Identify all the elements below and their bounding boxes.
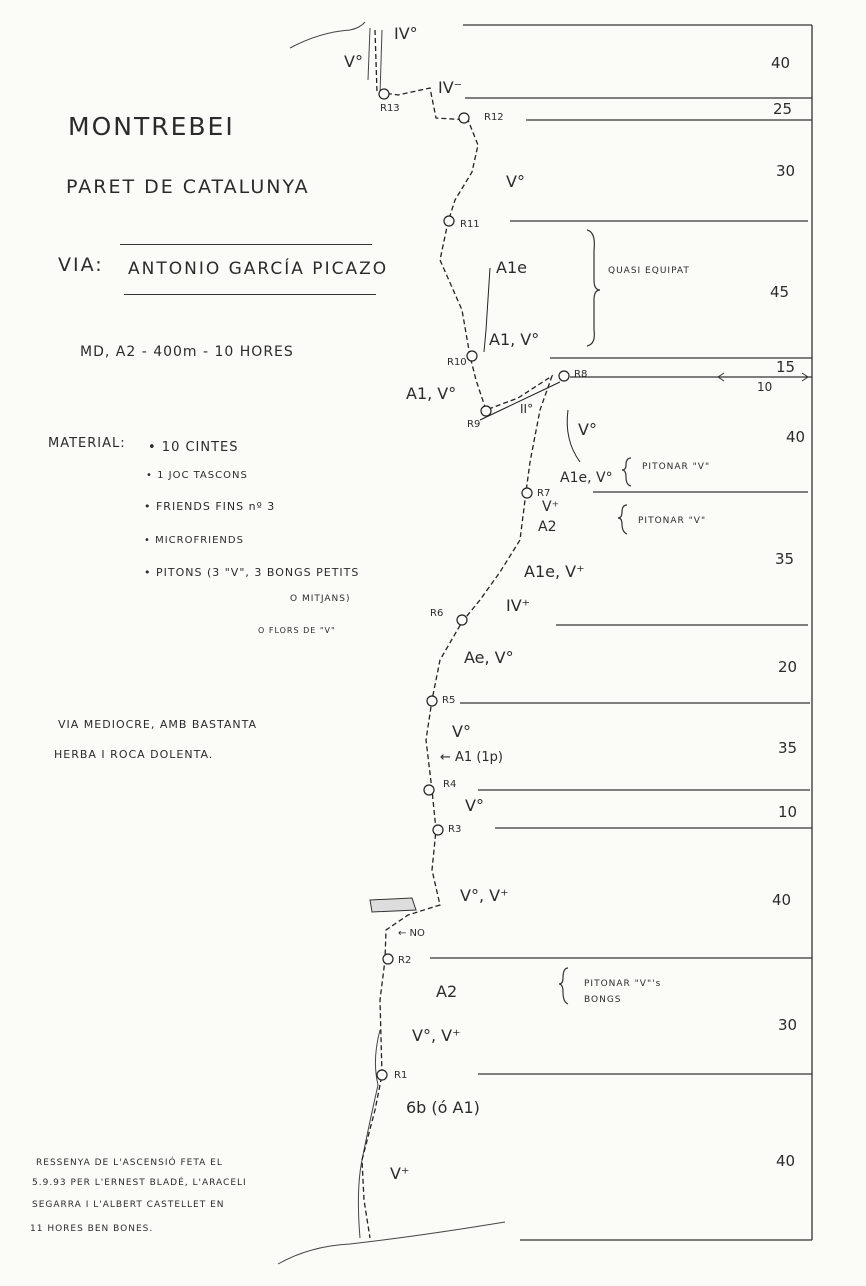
belay-label: R6 — [430, 608, 444, 619]
terrain-lines — [278, 22, 505, 1264]
pitch-length: 25 — [773, 100, 793, 118]
route-underline-top — [120, 244, 372, 245]
pitch-length: 40 — [772, 891, 792, 909]
grade-label: A1e, V⁺ — [524, 562, 585, 581]
pitch-length: 45 — [770, 283, 790, 301]
side-note: PITONAR "V" — [642, 462, 711, 472]
grade-label: V° — [452, 722, 471, 741]
grade-label: V° — [344, 52, 363, 71]
grade-label: A1e — [496, 258, 527, 277]
material-item: • 10 CINTES — [148, 440, 239, 455]
belay-label: R2 — [398, 955, 412, 966]
grade-label: IV⁺ — [506, 596, 531, 615]
grade-label: V° — [506, 172, 525, 191]
route-name: ANTONIO GARCÍA PICAZO — [128, 259, 389, 279]
belay-label: R13 — [380, 103, 400, 114]
wall-name: PARET DE CATALUNYA — [66, 176, 310, 198]
material-item: O MITJANS) — [290, 594, 351, 604]
belay-label: R7 — [537, 488, 551, 499]
credit-line: 11 HORES BEN BONES. — [30, 1224, 154, 1234]
pitch-length: 35 — [778, 739, 798, 757]
traverse-length: 10 — [757, 380, 773, 394]
material-label: MATERIAL: — [48, 436, 126, 451]
material-item: O FLORS DE "V" — [258, 626, 336, 635]
belay-label: R8 — [574, 369, 588, 380]
grade-label: Ae, V° — [464, 648, 514, 667]
grade-label: V° — [465, 796, 484, 815]
pitch-separators — [430, 25, 812, 1240]
pitch-length: 35 — [775, 550, 795, 568]
belay-label: R4 — [443, 779, 457, 790]
grade-label: IV⁻ — [438, 78, 463, 97]
material-item: • PITONS (3 "V", 3 BONGS PETITS — [144, 566, 360, 579]
material-item: • MICROFRIENDS — [144, 535, 244, 546]
side-note: PITONAR "V" — [638, 516, 707, 526]
pitch-length: 40 — [776, 1152, 796, 1170]
comment-line: HERBA I ROCA DOLENTA. — [54, 748, 214, 761]
pitch-length: 20 — [778, 658, 798, 676]
grade-label: IV° — [394, 24, 418, 43]
pitch-length: 10 — [778, 803, 798, 821]
comment-line: VIA MEDIOCRE, AMB BASTANTA — [58, 718, 257, 731]
pitch-length: 15 — [776, 358, 796, 376]
route-summary: MD, A2 - 400m - 10 HORES — [80, 344, 294, 360]
belay-label: R12 — [484, 112, 504, 123]
belay-label: R5 — [442, 695, 456, 706]
grade-label: A1, V° — [406, 384, 457, 403]
grade-label: A1e, V° — [560, 470, 613, 486]
pitch-length: 30 — [778, 1016, 798, 1034]
belay-label: R3 — [448, 824, 462, 835]
material-item: • FRIENDS FINS nº 3 — [144, 500, 276, 513]
roof-block — [370, 898, 416, 912]
grade-label: V°, V⁺ — [412, 1026, 461, 1045]
topo-title: MONTREBEI — [68, 112, 235, 141]
grade-label: ← A1 (1p) — [440, 750, 503, 765]
side-note: QUASI EQUIPAT — [608, 266, 690, 276]
grade-label: A2 — [538, 519, 557, 535]
side-note: PITONAR "V"'s BONGS — [584, 979, 662, 1005]
credit-line: SEGARRA I L'ALBERT CASTELLET EN — [32, 1200, 225, 1210]
grade-label: V⁺ — [542, 499, 559, 515]
route-underline-bottom — [124, 294, 376, 295]
route-prefix: VIA: — [58, 254, 104, 276]
grade-label: A1, V° — [489, 330, 540, 349]
belay-label: R9 — [467, 419, 481, 430]
grade-label: 6b (ó A1) — [406, 1098, 480, 1117]
pitch-length: 30 — [776, 162, 796, 180]
belay-label: R11 — [460, 219, 480, 230]
grade-label: ← NO — [398, 928, 425, 939]
credit-line: RESSENYA DE L'ASCENSIÓ FETA EL — [36, 1158, 223, 1168]
belay-label: R10 — [447, 357, 467, 368]
grade-label: V⁺ — [390, 1164, 410, 1183]
credit-line: 5.9.93 PER L'ERNEST BLADÉ, L'ARACELI — [32, 1178, 247, 1188]
grade-label: V°, V⁺ — [460, 886, 509, 905]
grade-label: V° — [578, 420, 597, 439]
side-brackets — [559, 230, 631, 1004]
route-line — [362, 30, 552, 1238]
material-item: • 1 JOC TASCONS — [146, 470, 248, 481]
grade-label: II° — [520, 402, 534, 416]
pitch-length: 40 — [771, 54, 791, 72]
pitch-length: 40 — [786, 428, 806, 446]
grade-label: A2 — [436, 982, 458, 1001]
belay-label: R1 — [394, 1070, 408, 1081]
